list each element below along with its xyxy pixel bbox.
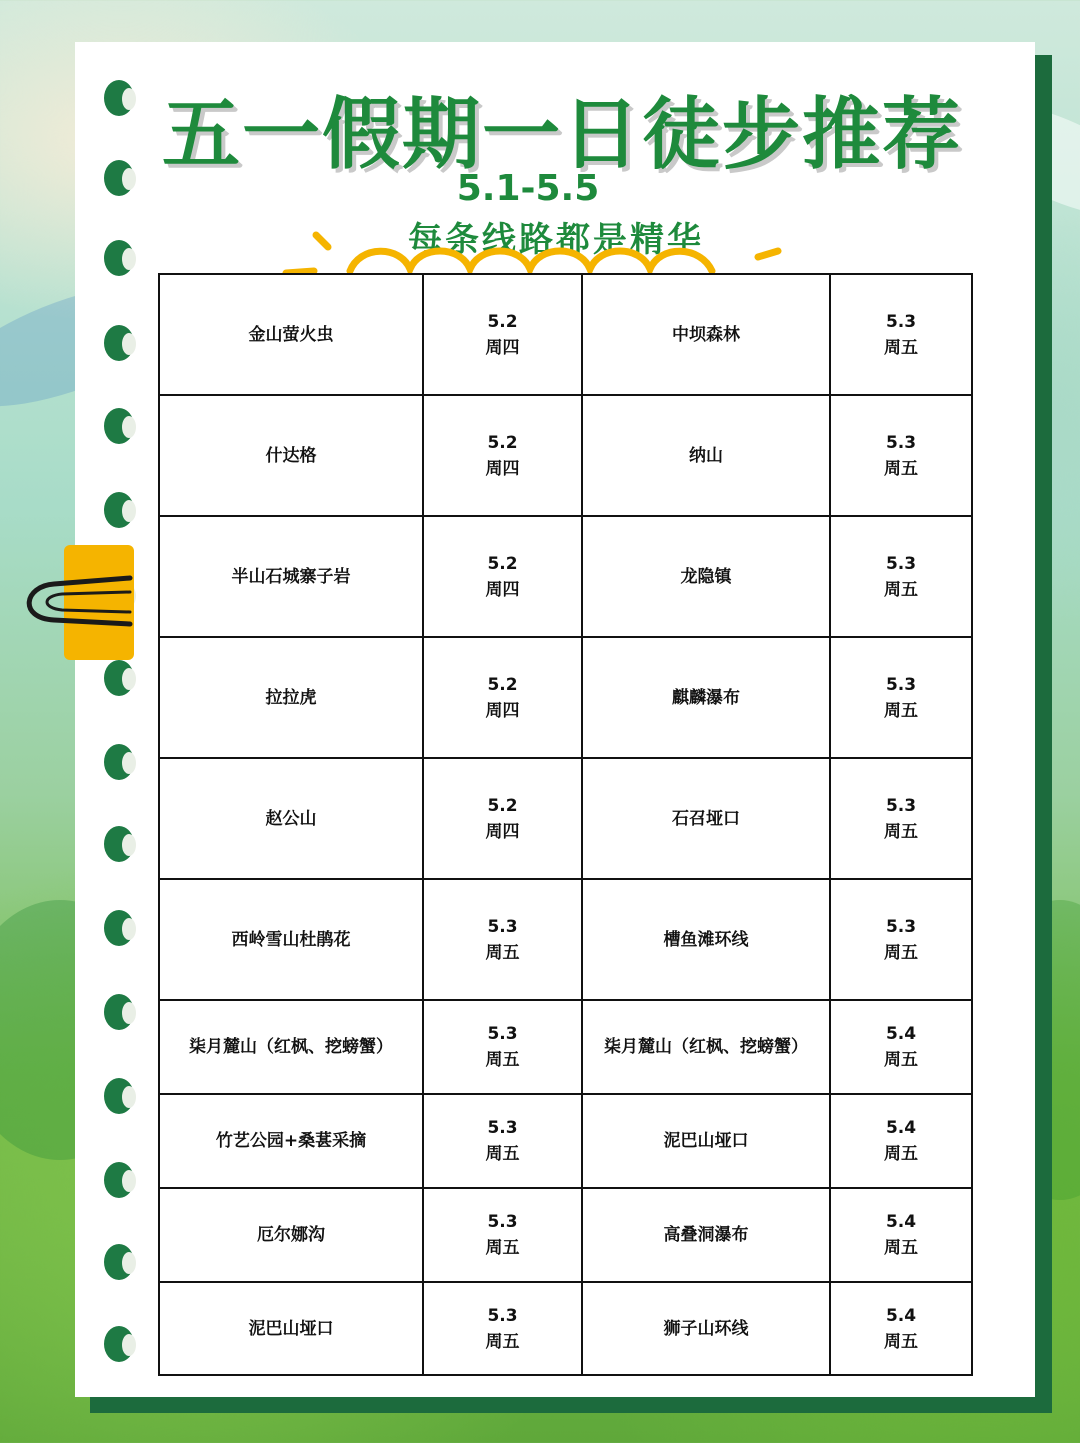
- route-date: 5.2: [487, 432, 518, 453]
- route-date: 5.2: [487, 311, 518, 332]
- route-date-cell: [830, 1282, 972, 1375]
- binder-ring-hole: [122, 668, 136, 690]
- route-weekday: 周五: [485, 1144, 520, 1164]
- route-date: 5.4: [885, 1024, 917, 1044]
- route-name: 槽鱼滩环线: [582, 879, 830, 1000]
- route-name: 西岭雪山杜鹃花: [159, 879, 423, 1000]
- route-name: 泥巴山垭口: [159, 1282, 423, 1375]
- route-date-cell: [830, 879, 972, 1000]
- route-name: 半山石城寨子岩: [159, 516, 423, 637]
- route-weekday: 周五: [884, 337, 918, 358]
- binder-ring-hole: [122, 416, 136, 438]
- binder-ring-hole: [122, 1170, 136, 1192]
- route-weekday: 周五: [485, 1331, 520, 1352]
- route-weekday: 周五: [884, 1331, 918, 1352]
- route-name: 高叠洞瀑布: [582, 1188, 830, 1282]
- table-row: [159, 1282, 972, 1375]
- route-date: 5.3: [885, 674, 917, 695]
- route-date-cell: [830, 395, 972, 516]
- route-name: 拉拉虎: [159, 637, 423, 758]
- route-date-cell: [423, 758, 582, 879]
- route-name: 龙隐镇: [582, 516, 830, 637]
- table-row: [159, 274, 972, 395]
- route-date: 5.2: [487, 553, 518, 574]
- route-date: 5.4: [885, 1305, 917, 1326]
- route-date: 5.2: [487, 674, 518, 695]
- route-date: 5.3: [885, 432, 917, 453]
- binder-ring-hole: [122, 918, 136, 940]
- route-name: 石召垭口: [582, 758, 830, 879]
- route-date-cell: [423, 1000, 582, 1094]
- route-name: 柒月麓山（红枫、挖螃蟹）: [582, 1000, 830, 1094]
- route-date: 5.4: [885, 1212, 917, 1232]
- route-weekday: 周五: [884, 700, 918, 721]
- route-weekday: 周五: [884, 1144, 918, 1164]
- table-row: [159, 1094, 972, 1188]
- binder-ring-hole: [122, 1086, 136, 1108]
- route-name: 竹艺公园+桑葚采摘: [159, 1094, 423, 1188]
- route-date-cell: [830, 1188, 972, 1282]
- page-title: 五一假期一日徒步推荐: [161, 90, 962, 180]
- binder-ring-hole: [122, 834, 136, 856]
- route-date-cell: [423, 516, 582, 637]
- route-date: 5.3: [487, 1024, 518, 1044]
- route-date: 5.3: [487, 1305, 518, 1326]
- route-weekday: 周五: [485, 1238, 520, 1258]
- date-range: 5.1-5.5: [456, 168, 600, 209]
- route-weekday: 周五: [485, 942, 520, 963]
- route-date-cell: [830, 1094, 972, 1188]
- route-date: 5.3: [487, 1212, 518, 1232]
- route-date: 5.3: [885, 916, 917, 937]
- route-date: 5.3: [885, 311, 917, 332]
- route-weekday: 周四: [485, 579, 520, 600]
- route-date: 5.3: [885, 795, 917, 816]
- binder-ring-hole: [122, 333, 136, 355]
- route-date-cell: [423, 1188, 582, 1282]
- route-weekday: 周五: [884, 821, 918, 842]
- subtitle: 每条线路都是精华: [408, 220, 704, 260]
- table-row: [159, 1000, 972, 1094]
- route-date-cell: [830, 758, 972, 879]
- route-name: 什达格: [159, 395, 423, 516]
- route-date-cell: [423, 637, 582, 758]
- route-weekday: 周四: [485, 458, 520, 479]
- binder-ring-hole: [122, 1002, 136, 1024]
- route-weekday: 周五: [884, 942, 918, 963]
- route-date-cell: [423, 274, 582, 395]
- route-weekday: 周五: [884, 1050, 918, 1070]
- route-name: 柒月麓山（红枫、挖螃蟹）: [159, 1000, 423, 1094]
- route-weekday: 周四: [485, 700, 520, 721]
- route-date-cell: [423, 879, 582, 1000]
- binder-ring-hole: [122, 500, 136, 522]
- table-row: [159, 1188, 972, 1282]
- route-name: 泥巴山垭口: [582, 1094, 830, 1188]
- route-date: 5.4: [885, 1118, 917, 1138]
- route-date-cell: [830, 1000, 972, 1094]
- route-name: 中坝森林: [582, 274, 830, 395]
- route-weekday: 周五: [884, 458, 918, 479]
- route-date-cell: [830, 637, 972, 758]
- route-date-cell: [830, 516, 972, 637]
- route-name: 金山萤火虫: [159, 274, 423, 395]
- binder-ring-hole: [122, 1252, 136, 1274]
- route-date: 5.3: [885, 553, 917, 574]
- binder-ring-hole: [122, 752, 136, 774]
- route-name: 厄尔娜沟: [159, 1188, 423, 1282]
- route-name: 赵公山: [159, 758, 423, 879]
- table-row: [159, 516, 972, 637]
- route-weekday: 周四: [485, 821, 520, 842]
- route-date: 5.3: [487, 1118, 518, 1138]
- route-date-cell: [423, 1282, 582, 1375]
- table-row: [159, 395, 972, 516]
- route-date: 5.3: [487, 916, 518, 937]
- route-name: 狮子山环线: [582, 1282, 830, 1375]
- binder-clip-wire-icon: [14, 572, 134, 632]
- binder-ring-hole: [122, 1334, 136, 1356]
- table-row: [159, 637, 972, 758]
- route-name: 麒麟瀑布: [582, 637, 830, 758]
- route-name: 纳山: [582, 395, 830, 516]
- route-date-cell: [423, 1094, 582, 1188]
- route-weekday: 周五: [884, 1238, 918, 1258]
- route-weekday: 周五: [485, 1050, 520, 1070]
- routes-table: [158, 273, 973, 1376]
- route-date-cell: [830, 274, 972, 395]
- table-row: [159, 879, 972, 1000]
- table-row: [159, 758, 972, 879]
- route-weekday: 周四: [485, 337, 520, 358]
- route-date: 5.2: [487, 795, 518, 816]
- route-date-cell: [423, 395, 582, 516]
- route-weekday: 周五: [884, 579, 918, 600]
